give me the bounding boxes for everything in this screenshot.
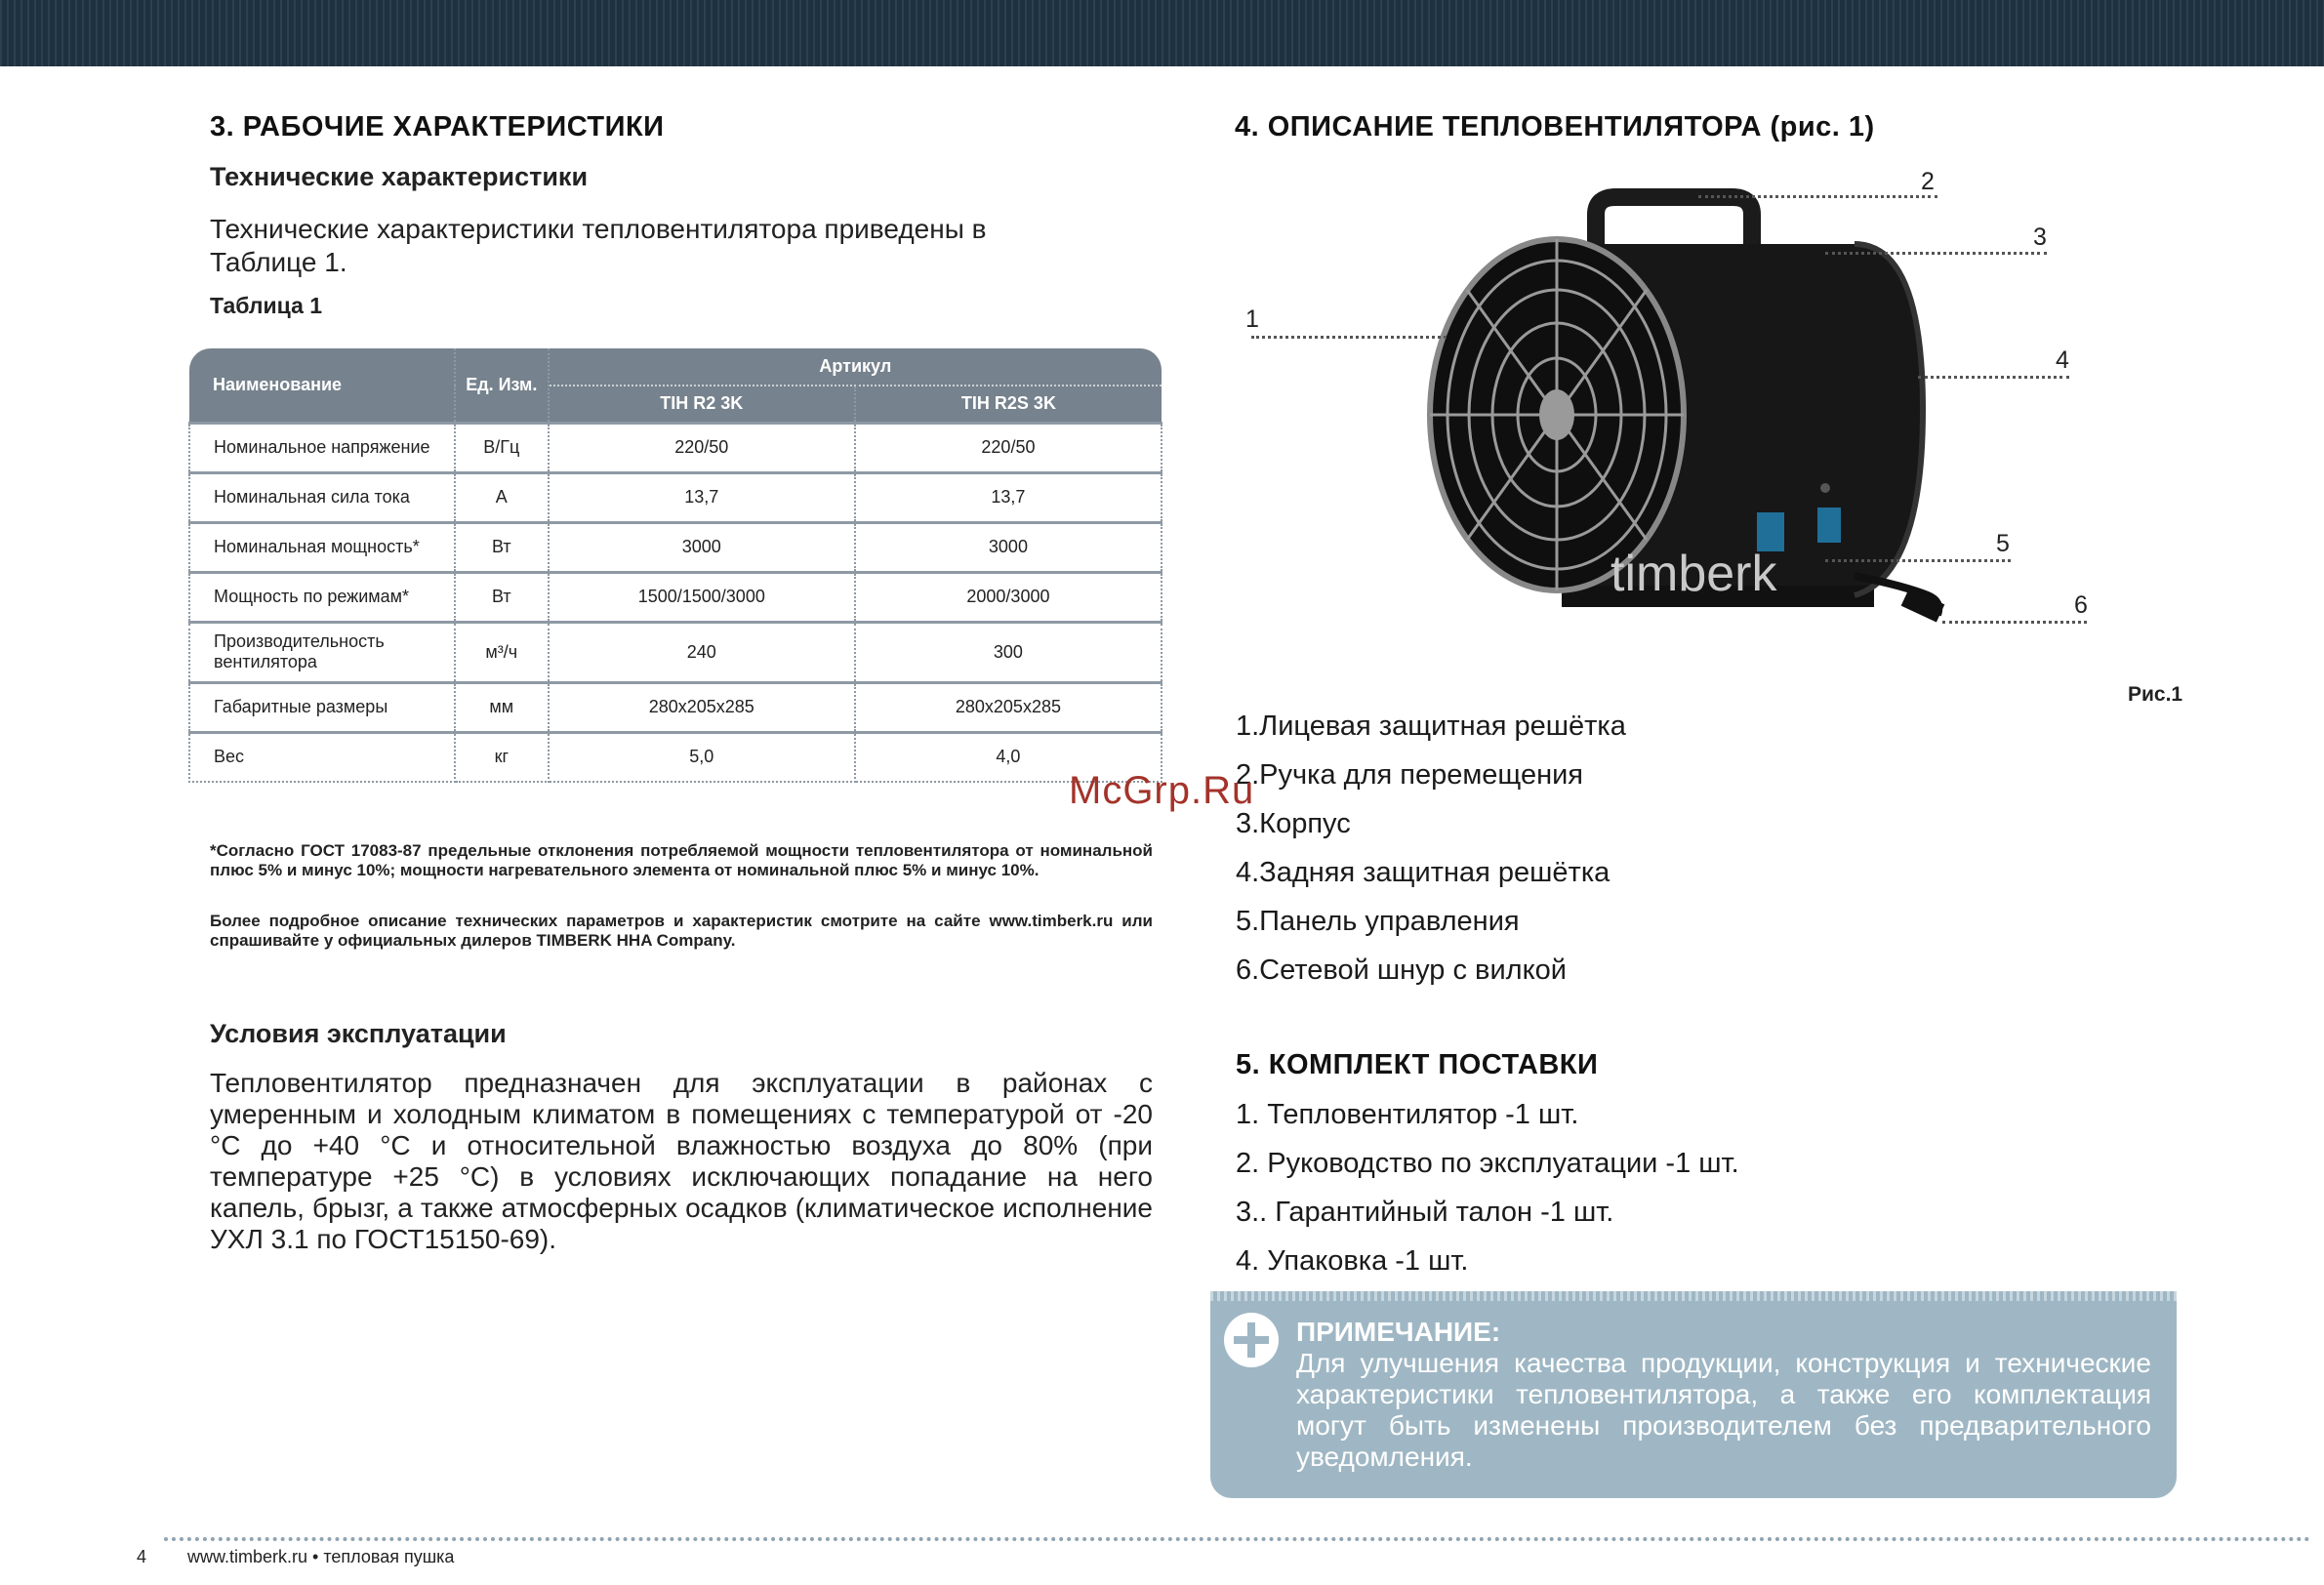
conditions-text: Тепловентилятор предназначен для эксплуатации в районах с умеренным и холодным климатом в помещениях с температурой от -20 °С до +40 °С и относительной влажностью воздуха до 80% (при температуре +25 °С) в условиях исключающих попадание на него капель, брызг, а также атмосферных осадков (климатическое исполнение УХЛ 3.1 по ГОСТ15150-69). [210, 1068, 1153, 1254]
row-value2: 13,7 [855, 472, 1162, 522]
table-row [189, 522, 1162, 572]
header-model2: TIH R2S 3K [855, 386, 1162, 423]
callout-5: 5 [1996, 530, 2010, 557]
row-name: Производительность вентилятора [189, 622, 455, 682]
spec-table [188, 348, 1162, 783]
row-value1: 240 [549, 622, 855, 682]
row-value2: 300 [855, 622, 1162, 682]
row-unit: Вт [455, 522, 549, 572]
note-box [1210, 1291, 2177, 1498]
note-title: ПРИМЕЧАНИЕ: [1296, 1317, 1501, 1347]
section3-subtitle: Технические характеристики [210, 162, 589, 191]
section3-intro-line1: Технические характеристики тепловентилятора приведены в [210, 214, 987, 244]
row-name: Номинальное напряжение [189, 423, 455, 472]
table-row [189, 732, 1162, 782]
delivery-list-item: 3.. Гарантийный талон -1 шт. [1236, 1197, 1614, 1228]
table-row [189, 423, 1162, 472]
table-row [189, 682, 1162, 732]
row-unit: А [455, 472, 549, 522]
row-name: Номинальная сила тока [189, 472, 455, 522]
parts-list-item: 2.Ручка для перемещения [1236, 759, 1583, 791]
callout-2: 2 [1921, 168, 1935, 195]
row-value2: 220/50 [855, 423, 1162, 472]
row-name: Номинальная мощность* [189, 522, 455, 572]
callout-leader-1 [1251, 336, 1447, 339]
table-row [189, 622, 1162, 682]
more-info-note: Более подробное описание технических параметров и характеристик смотрите на сайте www.timberk.ru или спрашивайте у официальных дилеров TIMBERK HHA Company. [210, 912, 1153, 950]
row-name: Габаритные размеры [189, 682, 455, 732]
header-model1: TIH R2 3K [549, 386, 855, 423]
section3-title: 3. РАБОЧИЕ ХАРАКТЕРИСТИКИ [210, 111, 665, 142]
note-text: Для улучшения качества продукции, конструкция и технические характеристики тепловентилятора, а также его комплектация могут быть изменены производителем без предварительного уведомления. [1296, 1348, 2151, 1472]
callout-6: 6 [2074, 591, 2088, 619]
row-unit: Вт [455, 572, 549, 622]
row-value1: 1500/1500/3000 [549, 572, 855, 622]
parts-list-item: 5.Панель управления [1236, 906, 1520, 937]
section3-intro-line2: Таблице 1. [210, 247, 347, 277]
delivery-list-item: 2. Руководство по эксплуатации -1 шт. [1236, 1148, 1739, 1179]
row-value1: 3000 [549, 522, 855, 572]
header-unit: Ед. Изм. [455, 348, 549, 423]
row-value2: 3000 [855, 522, 1162, 572]
row-value2: 280x205x285 [855, 682, 1162, 732]
row-value1: 13,7 [549, 472, 855, 522]
parts-list-item: 3.Корпус [1236, 808, 1351, 839]
row-unit: м³/ч [455, 622, 549, 682]
plus-icon [1224, 1313, 1279, 1367]
callout-leader-4 [1918, 376, 2069, 379]
callout-leader-5 [1825, 559, 2011, 562]
row-name: Вес [189, 732, 455, 782]
table-caption: Таблица 1 [210, 293, 323, 318]
callout-1: 1 [1245, 305, 1259, 333]
top-decorative-bar [0, 0, 2324, 66]
callout-3: 3 [2033, 224, 2047, 251]
gost-note: *Согласно ГОСТ 17083-87 предельные отклонения потребляемой мощности тепловентилятора от номинальной плюс 5% и минус 10%; мощности нагревательного элемента от номинальной плюс 5% и минус 10%. [210, 841, 1153, 879]
row-value1: 5,0 [549, 732, 855, 782]
figure-caption: Рис.1 [2128, 683, 2183, 706]
header-article: Артикул [549, 348, 1162, 386]
section4-title: 4. ОПИСАНИЕ ТЕПЛОВЕНТИЛЯТОРА (рис. 1) [1235, 111, 1875, 142]
row-unit: мм [455, 682, 549, 732]
footer-text: www.timberk.ru • тепловая пушка [187, 1547, 455, 1566]
table-row [189, 472, 1162, 522]
row-name: Мощность по режимам* [189, 572, 455, 622]
callout-leader-6 [1942, 621, 2087, 624]
row-value1: 280x205x285 [549, 682, 855, 732]
footer-divider [164, 1537, 2311, 1541]
header-name: Наименование [189, 348, 455, 423]
callout-leader-3 [1825, 252, 2047, 255]
row-value1: 220/50 [549, 423, 855, 472]
delivery-list-item: 1. Тепловентилятор -1 шт. [1236, 1099, 1579, 1130]
note-box-stripe [1210, 1291, 2177, 1301]
parts-list-item: 1.Лицевая защитная решётка [1236, 711, 1626, 742]
callout-4: 4 [2056, 346, 2069, 374]
brand-logo: timberk [1610, 546, 1777, 602]
row-value2: 2000/3000 [855, 572, 1162, 622]
row-value2: 4,0 [855, 732, 1162, 782]
conditions-title: Условия эксплуатации [210, 1019, 507, 1048]
parts-list-item: 4.Задняя защитная решётка [1236, 857, 1610, 888]
parts-list-item: 6.Сетевой шнур с вилкой [1236, 955, 1567, 986]
section5-title: 5. КОМПЛЕКТ ПОСТАВКИ [1236, 1049, 1599, 1080]
callout-leader-2 [1698, 195, 1937, 198]
row-unit: кг [455, 732, 549, 782]
table-row [189, 572, 1162, 622]
delivery-list-item: 4. Упаковка -1 шт. [1236, 1245, 1469, 1277]
page-number: 4 [137, 1547, 147, 1566]
row-unit: В/Гц [455, 423, 549, 472]
watermark-text: McGrp.Ru [1069, 769, 1255, 812]
